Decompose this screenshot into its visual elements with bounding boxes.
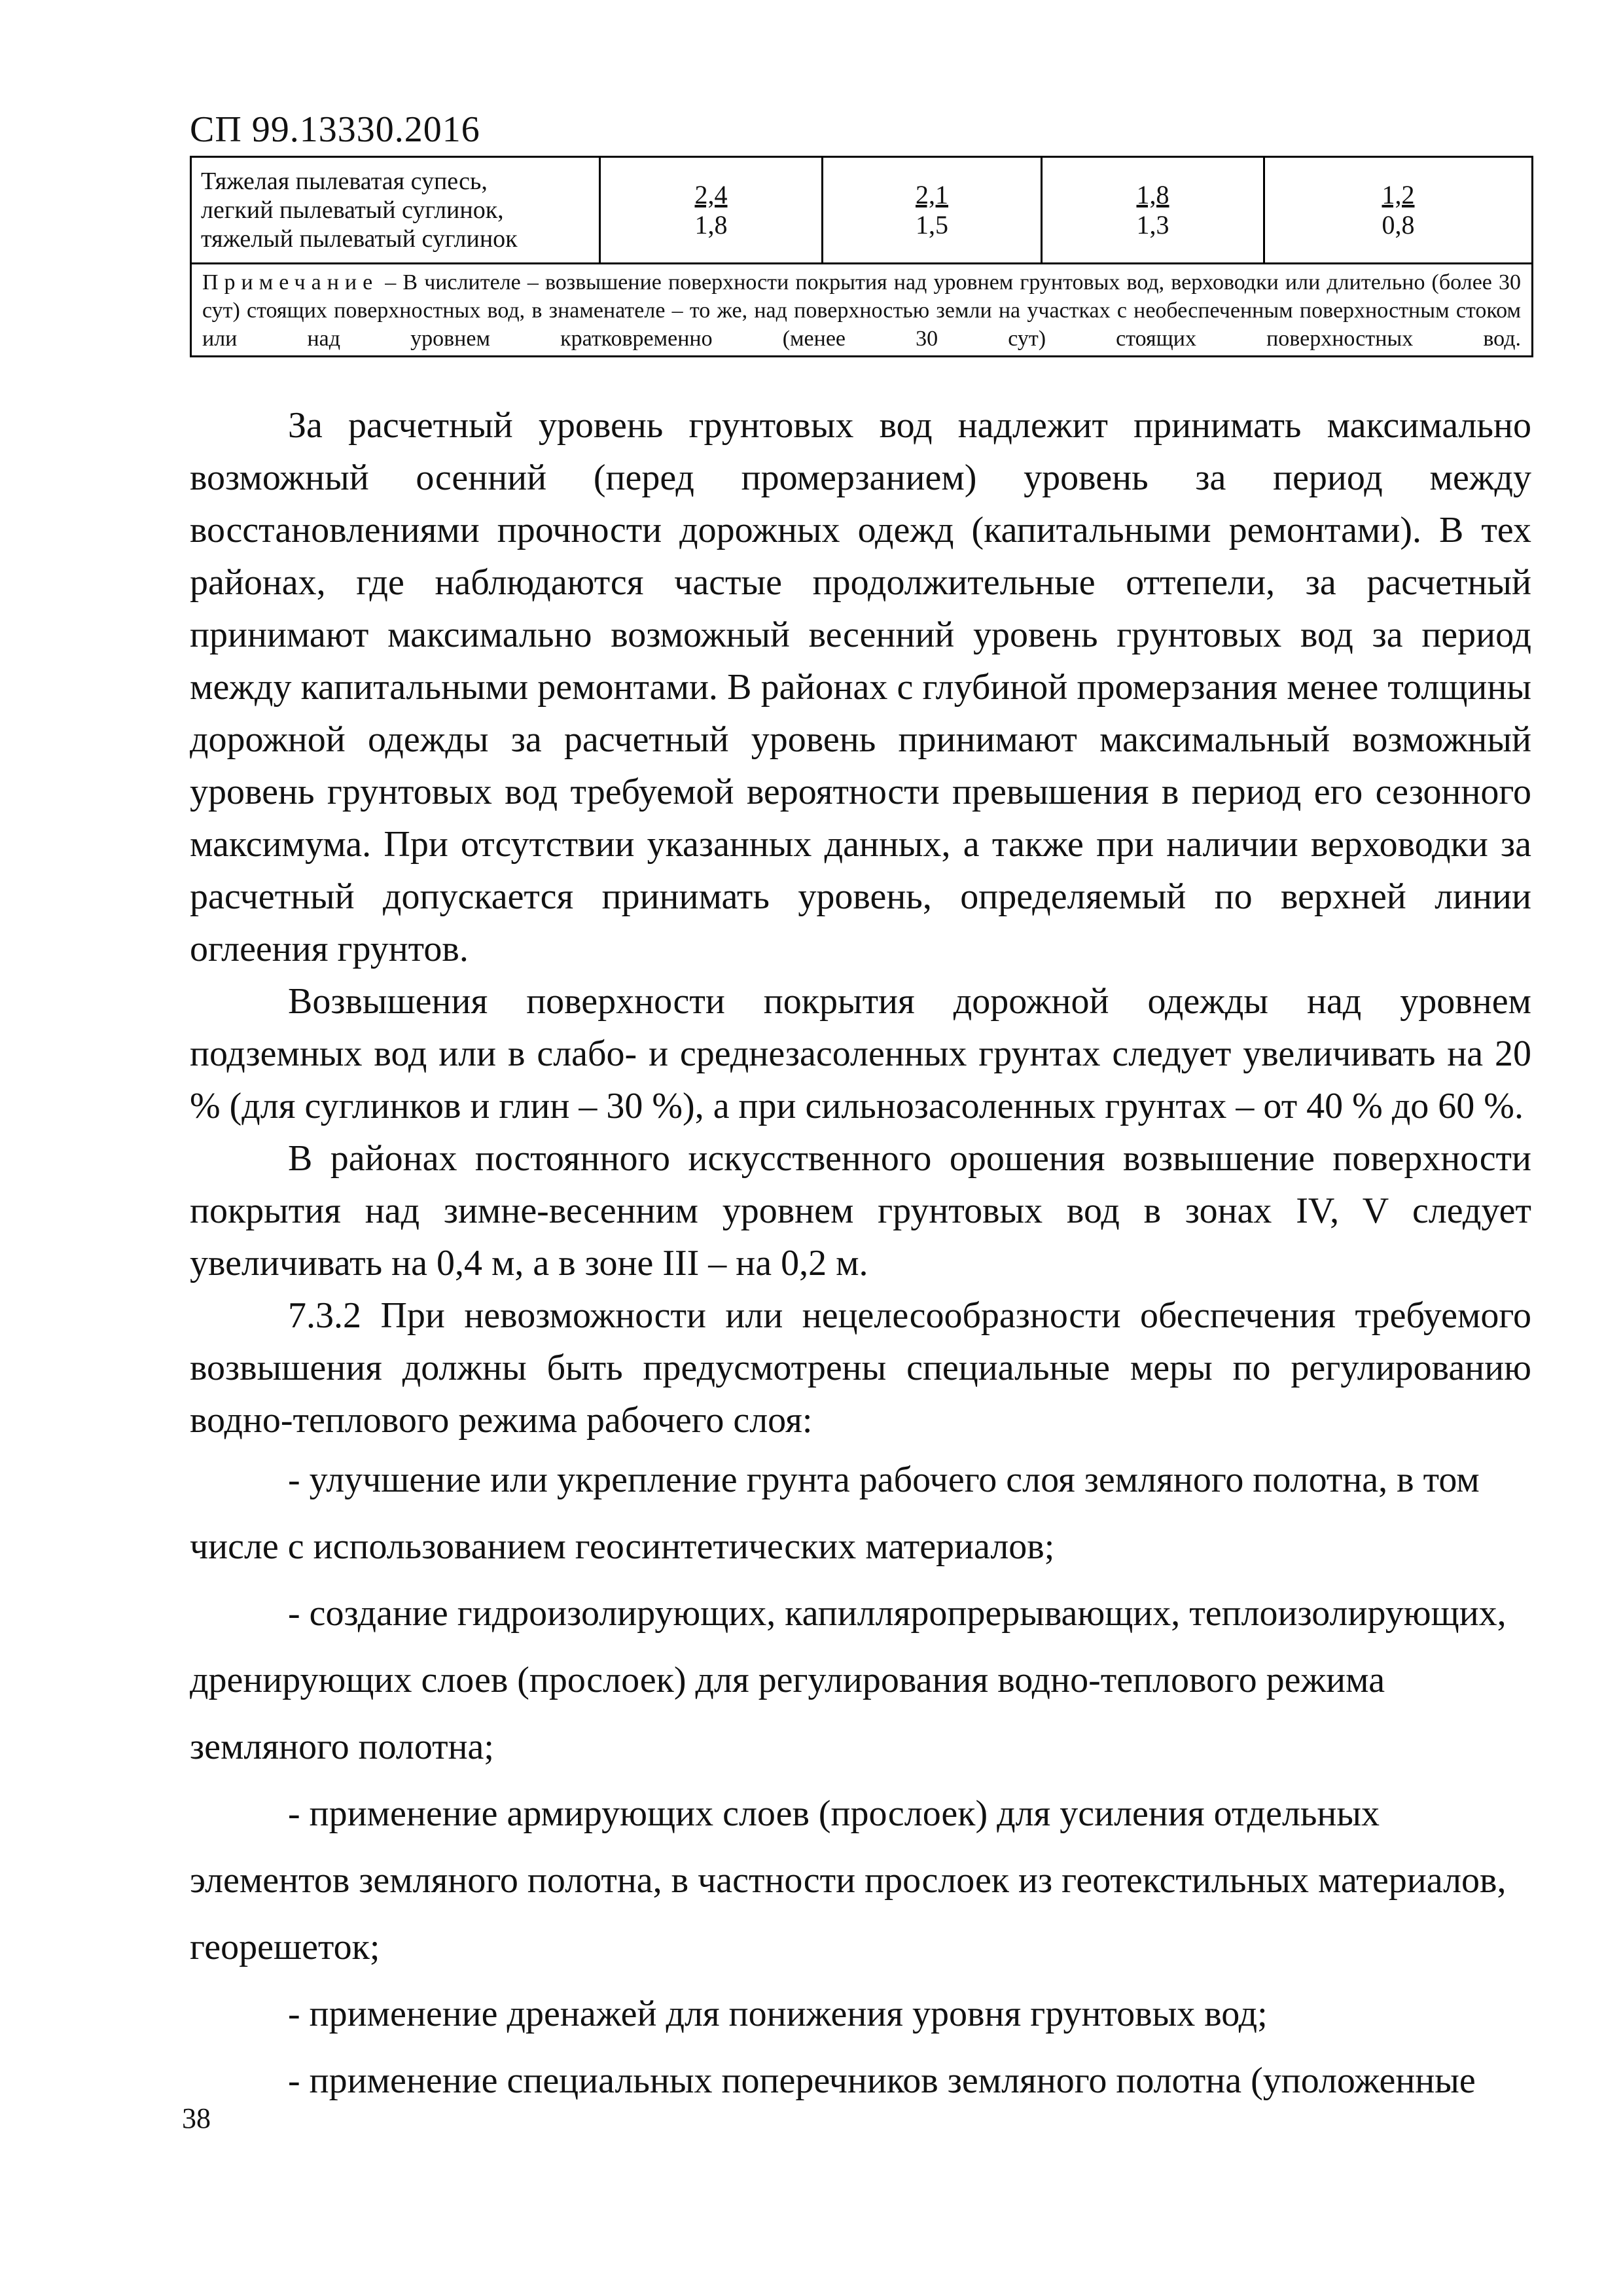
measures-list (190, 1446, 1531, 2114)
numerator: 2,1 (916, 180, 948, 209)
list-item: - применение дренажей для понижения уровня грунтовых вод; (288, 1994, 1268, 2034)
soil-line: легкий пылеватый суглинок, (201, 196, 504, 224)
table-note-row (191, 264, 1533, 357)
paragraph: Возвышения поверхности покрытия дорожной одежды над уровнем подземных вод или в слабо- и среднезасоленных грунтах следует увеличивать на 20 % (для суглинков и глин – 30 %), а при сильнозасоленных грунтах – от 40 % до 60 %. (190, 981, 1531, 1126)
denominator: 1,3 (1136, 210, 1169, 240)
value-cell (1042, 157, 1264, 264)
note-text: – В числителе – возвышение поверхности покрытия над уровнем грунтовых вод, верховодки или длительно (более 30 сут) стоящих поверхностных вод, в знаменателе – то же, над поверхностью земли на участках с необеспеченным поверхностным стоком или над уровнем кратковременно (менее 30 сут) стоящих поверхностных вод. (202, 270, 1521, 351)
list-item: - улучшение или укрепление грунта рабочего слоя земляного полотна, в том числе с использованием геосинтетических материалов; (190, 1460, 1480, 1567)
table-row (191, 157, 1533, 264)
table-note (191, 264, 1533, 357)
list-item: - применение армирующих слоев (прослоек) для усиления отдельных элементов земляного полотна, в частности прослоек из геотекстильных материалов, георешеток; (190, 1793, 1507, 1967)
soil-line: Тяжелая пылеватая супесь, (201, 168, 488, 195)
soil-line: тяжелый пылеватый суглинок (201, 225, 518, 253)
list-item: - создание гидроизолирующих, капилляропрерывающих, теплоизолирующих, дренирующих слоев (прослоек) для регулирования водно-теплового режима земляного полотна; (190, 1593, 1507, 1767)
list-item: - применение специальных поперечников земляного полотна (уположенные (288, 2060, 1476, 2101)
value-cell (823, 157, 1042, 264)
elevation-table (190, 156, 1533, 357)
value-cell (600, 157, 823, 264)
soil-type-cell (191, 157, 600, 264)
paragraph: 7.3.2 При невозможности или нецелесообразности обеспечения требуемого возвышения должны быть предусмотрены специальные меры по регулированию водно-теплового режима рабочего слоя: (190, 1295, 1531, 1441)
body-text (190, 399, 1531, 2114)
paragraph: В районах постоянного искусственного орошения возвышение поверхности покрытия над зимне-весенним уровнем грунтовых вод в зонах IV, V следует увеличивать на 0,4 м, а в зоне III – на 0,2 м. (190, 1138, 1531, 1283)
numerator: 1,2 (1382, 180, 1415, 209)
numerator: 2,4 (694, 180, 728, 209)
note-label: Примечание (202, 270, 379, 295)
numerator: 1,8 (1136, 180, 1169, 209)
paragraph: За расчетный уровень грунтовых вод надлежит принимать максимально возможный осенний (перед промерзанием) уровень за период между восстановлениями прочности дорожных одежд (капитальными ремонтами). В тех районах, где наблюдаются частые продолжительные оттепели, за расчетный принимают максимально возможный весенний уровень грунтовых вод за период между капитальными ремонтами. В районах с глубиной промерзания менее толщины дорожной одежды за расчетный уровень принимают максимальный возможный уровень грунтовых вод требуемой вероятности превышения в период его сезонного максимума. При отсутствии указанных данных, а также при наличии верховодки за расчетный допускается принимать уровень, определяемый по верхней линии оглеения грунтов. (190, 405, 1531, 969)
document-code: СП 99.13330.2016 (190, 109, 480, 150)
page-number: 38 (182, 2102, 211, 2134)
denominator: 1,8 (694, 210, 728, 240)
denominator: 1,5 (916, 210, 948, 240)
denominator: 0,8 (1382, 210, 1415, 240)
value-cell (1264, 157, 1533, 264)
